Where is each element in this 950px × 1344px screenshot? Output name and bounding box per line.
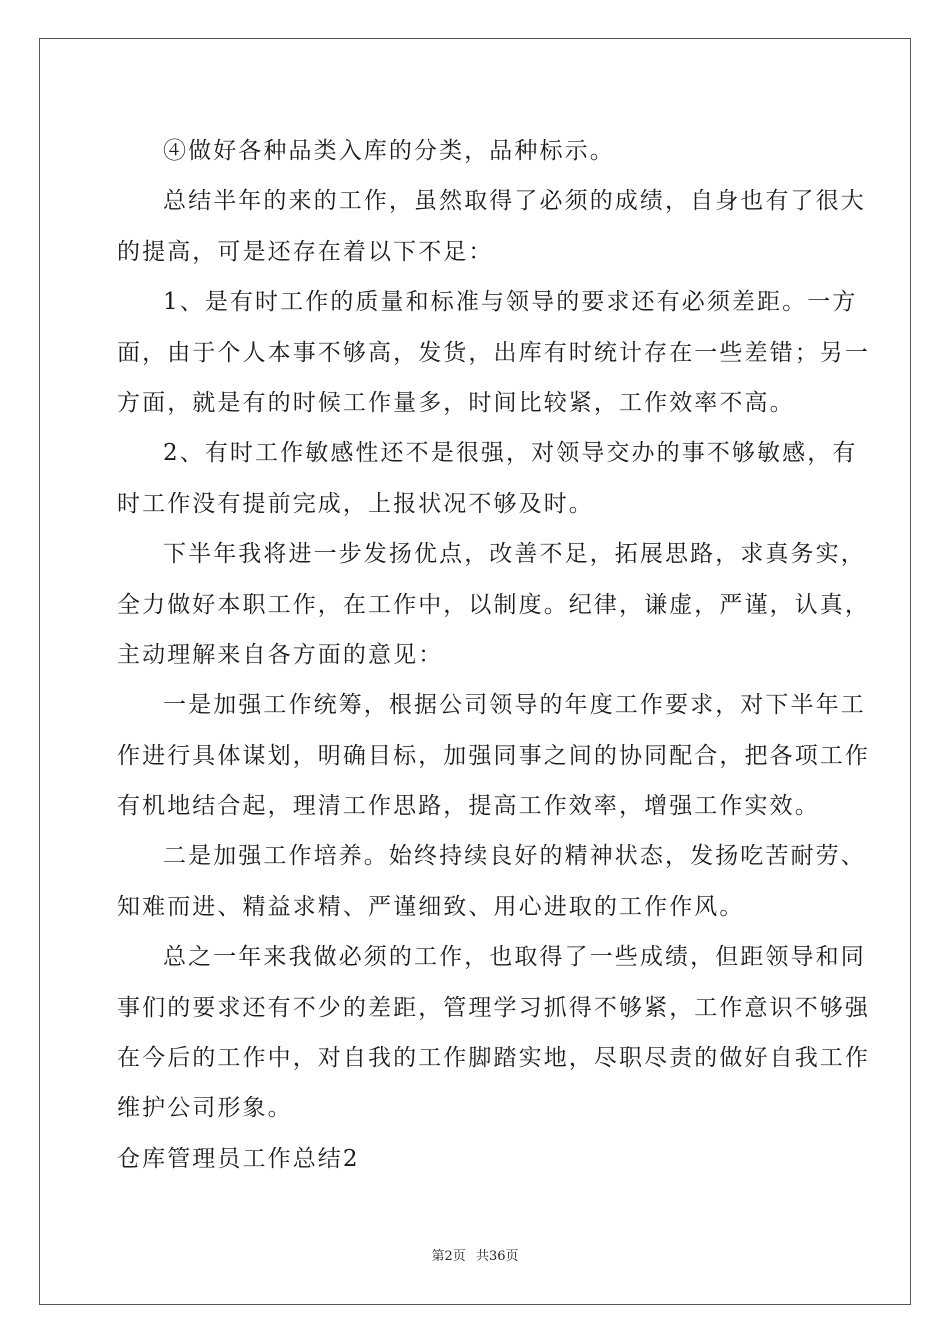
text-line: 二是加强工作培养。始终持续良好的精神状态，发扬吃苦耐劳、 xyxy=(163,843,866,870)
text-line: 一是加强工作统筹，根据公司领导的年度工作要求，对下半年工 xyxy=(163,692,866,719)
total-pages: 共36页 xyxy=(475,1249,519,1264)
document-body xyxy=(117,126,870,1184)
text-line: 总之一年来我做必须的工作，也取得了一些成绩，但距领导和同 xyxy=(163,944,866,971)
text-line: 1、是有时工作的质量和标准与领导的要求还有必须差距。一方 xyxy=(163,289,858,316)
section-heading: 仓库管理员工作总结2 xyxy=(117,1145,360,1172)
page-footer xyxy=(0,1248,950,1266)
text-line: 下半年我将进一步发扬优点，改善不足，拓展思路，求真务实， xyxy=(163,541,866,568)
text-line: ④做好各种品类入库的分类，品种标示。 xyxy=(163,138,615,164)
text-line: 在今后的工作中，对自我的工作脚踏实地，尽职尽责的做好自我工作 xyxy=(117,1045,870,1072)
text-line: 时工作没有提前完成，上报状况不够及时。 xyxy=(117,490,594,517)
text-line: 主动理解来自各方面的意见： xyxy=(117,641,444,668)
text-line: 有机地结合起，理清工作思路，提高工作效率，增强工作实效。 xyxy=(117,793,820,820)
text-line: 事们的要求还有不少的差距，管理学习抓得不够紧，工作意识不够强 xyxy=(117,994,870,1021)
page-number: 第2页 xyxy=(431,1249,466,1264)
text-line: 方面，就是有的时候工作量多，时间比较紧，工作效率不高。 xyxy=(117,389,795,416)
text-line: 作进行具体谋划，明确目标，加强同事之间的协同配合，把各项工作 xyxy=(117,742,870,769)
text-line: 知难而进、精益求精、严谨细致、用心进取的工作作风。 xyxy=(117,893,745,920)
text-line: 面，由于个人本事不够高，发货，出库有时统计存在一些差错；另一 xyxy=(117,339,870,366)
text-line: 维护公司形象。 xyxy=(117,1095,293,1122)
text-line: 2、有时工作敏感性还不是很强，对领导交办的事不够敏感，有 xyxy=(163,440,858,467)
text-line: 的提高，可是还存在着以下不足： xyxy=(117,238,494,265)
text-line: 总结半年的来的工作，虽然取得了必须的成绩，自身也有了很大 xyxy=(163,188,866,215)
text-line: 全力做好本职工作，在工作中，以制度。纪律，谦虚，严谨，认真， xyxy=(117,591,870,618)
